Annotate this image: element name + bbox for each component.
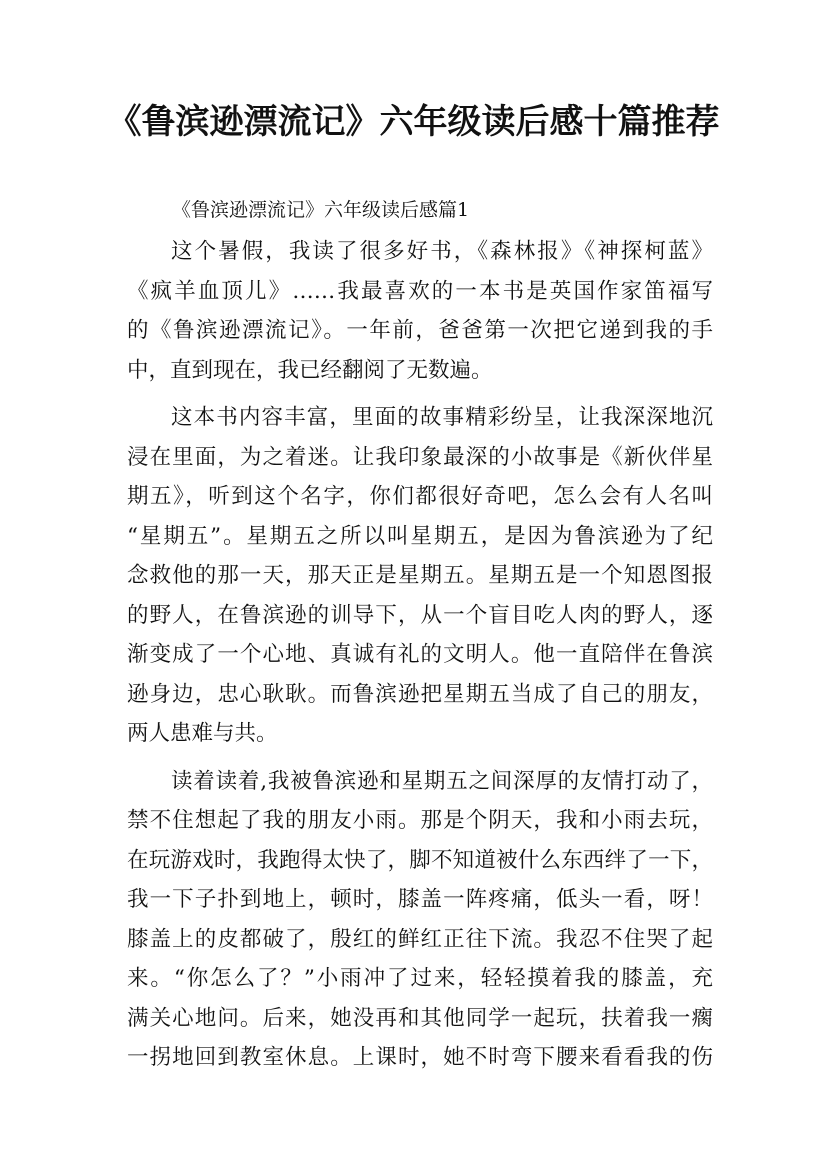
paragraph-line: 的野人，在鲁滨逊的训导下，从一个盲目吃人肉的野人，逐 <box>127 602 713 628</box>
paragraph-line: 在玩游戏时，我跑得太快了，脚不知道被什么东西绊了一下， <box>127 847 713 873</box>
paragraph <box>127 232 713 390</box>
paragraph-line: 的《鲁滨逊漂流记》。一年前，爸爸第一次把它递到我的手 <box>127 318 713 343</box>
paragraph-line: 两人患难与共。 <box>127 721 278 746</box>
paragraph-spacer <box>127 390 713 398</box>
document-body <box>127 232 713 1078</box>
paragraph-line: 满关心地问。后来，她没再和其他同学一起玩，扶着我一瘸 <box>127 1005 713 1031</box>
paragraph-line: 来。“你怎么了？”小雨冲了过来，轻轻摸着我的膝盖，充 <box>127 966 713 991</box>
paragraph-line: 《疯羊血顶儿》……我最喜欢的一本书是英国作家笛福写 <box>127 278 713 304</box>
paragraph <box>127 398 713 754</box>
paragraph-line: 膝盖上的皮都破了，殷红的鲜红正往下流。我忍不住哭了起 <box>127 926 713 952</box>
paragraph-line: 这本书内容丰富，里面的故事精彩纷呈，让我深深地沉 <box>171 405 713 430</box>
paragraph-line: 禁不住想起了我的朋友小雨。那是个阴天，我和小雨去玩， <box>127 808 713 833</box>
paragraph-line: 我一下子扑到地上，顿时，膝盖一阵疼痛，低头一看，呀！ <box>127 887 713 912</box>
paragraph-line: 这个暑假，我读了很多好书，《森林报》《神探柯蓝》 <box>171 239 713 264</box>
paragraph-line: 渐变成了一个心地、真诚有礼的文明人。他一直陪伴在鲁滨 <box>127 642 713 667</box>
paragraph-line: 读着读着,我被鲁滨逊和星期五之间深厚的友情打动了， <box>171 768 713 794</box>
document-title: 《鲁滨逊漂流记》六年级读后感十篇推荐 <box>107 102 720 142</box>
section-heading: 《鲁滨逊漂流记》六年级读后感篇1 <box>172 199 470 221</box>
paragraph-line: 一拐地回到教室休息。上课时，她不时弯下腰来看看我的伤 <box>127 1045 713 1070</box>
paragraph-line: 期五》，听到这个名字，你们都很好奇吧，怎么会有人名叫 <box>127 484 713 509</box>
paragraph-spacer <box>127 754 713 762</box>
paragraph-line: 逊身边，忠心耿耿。而鲁滨逊把星期五当成了自己的朋友， <box>127 681 713 707</box>
paragraph-line: 念救他的那一天，那天正是星期五。星期五是一个知恩图报 <box>127 563 713 588</box>
paragraph <box>127 762 713 1078</box>
paragraph-line: 浸在里面，为之着迷。让我印象最深的小故事是《新伙伴星 <box>127 444 713 470</box>
paragraph-line: 中，直到现在，我已经翻阅了无数遍。 <box>127 357 493 383</box>
paragraph-line: “星期五”。星期五之所以叫星期五，是因为鲁滨逊为了纪 <box>127 523 713 549</box>
